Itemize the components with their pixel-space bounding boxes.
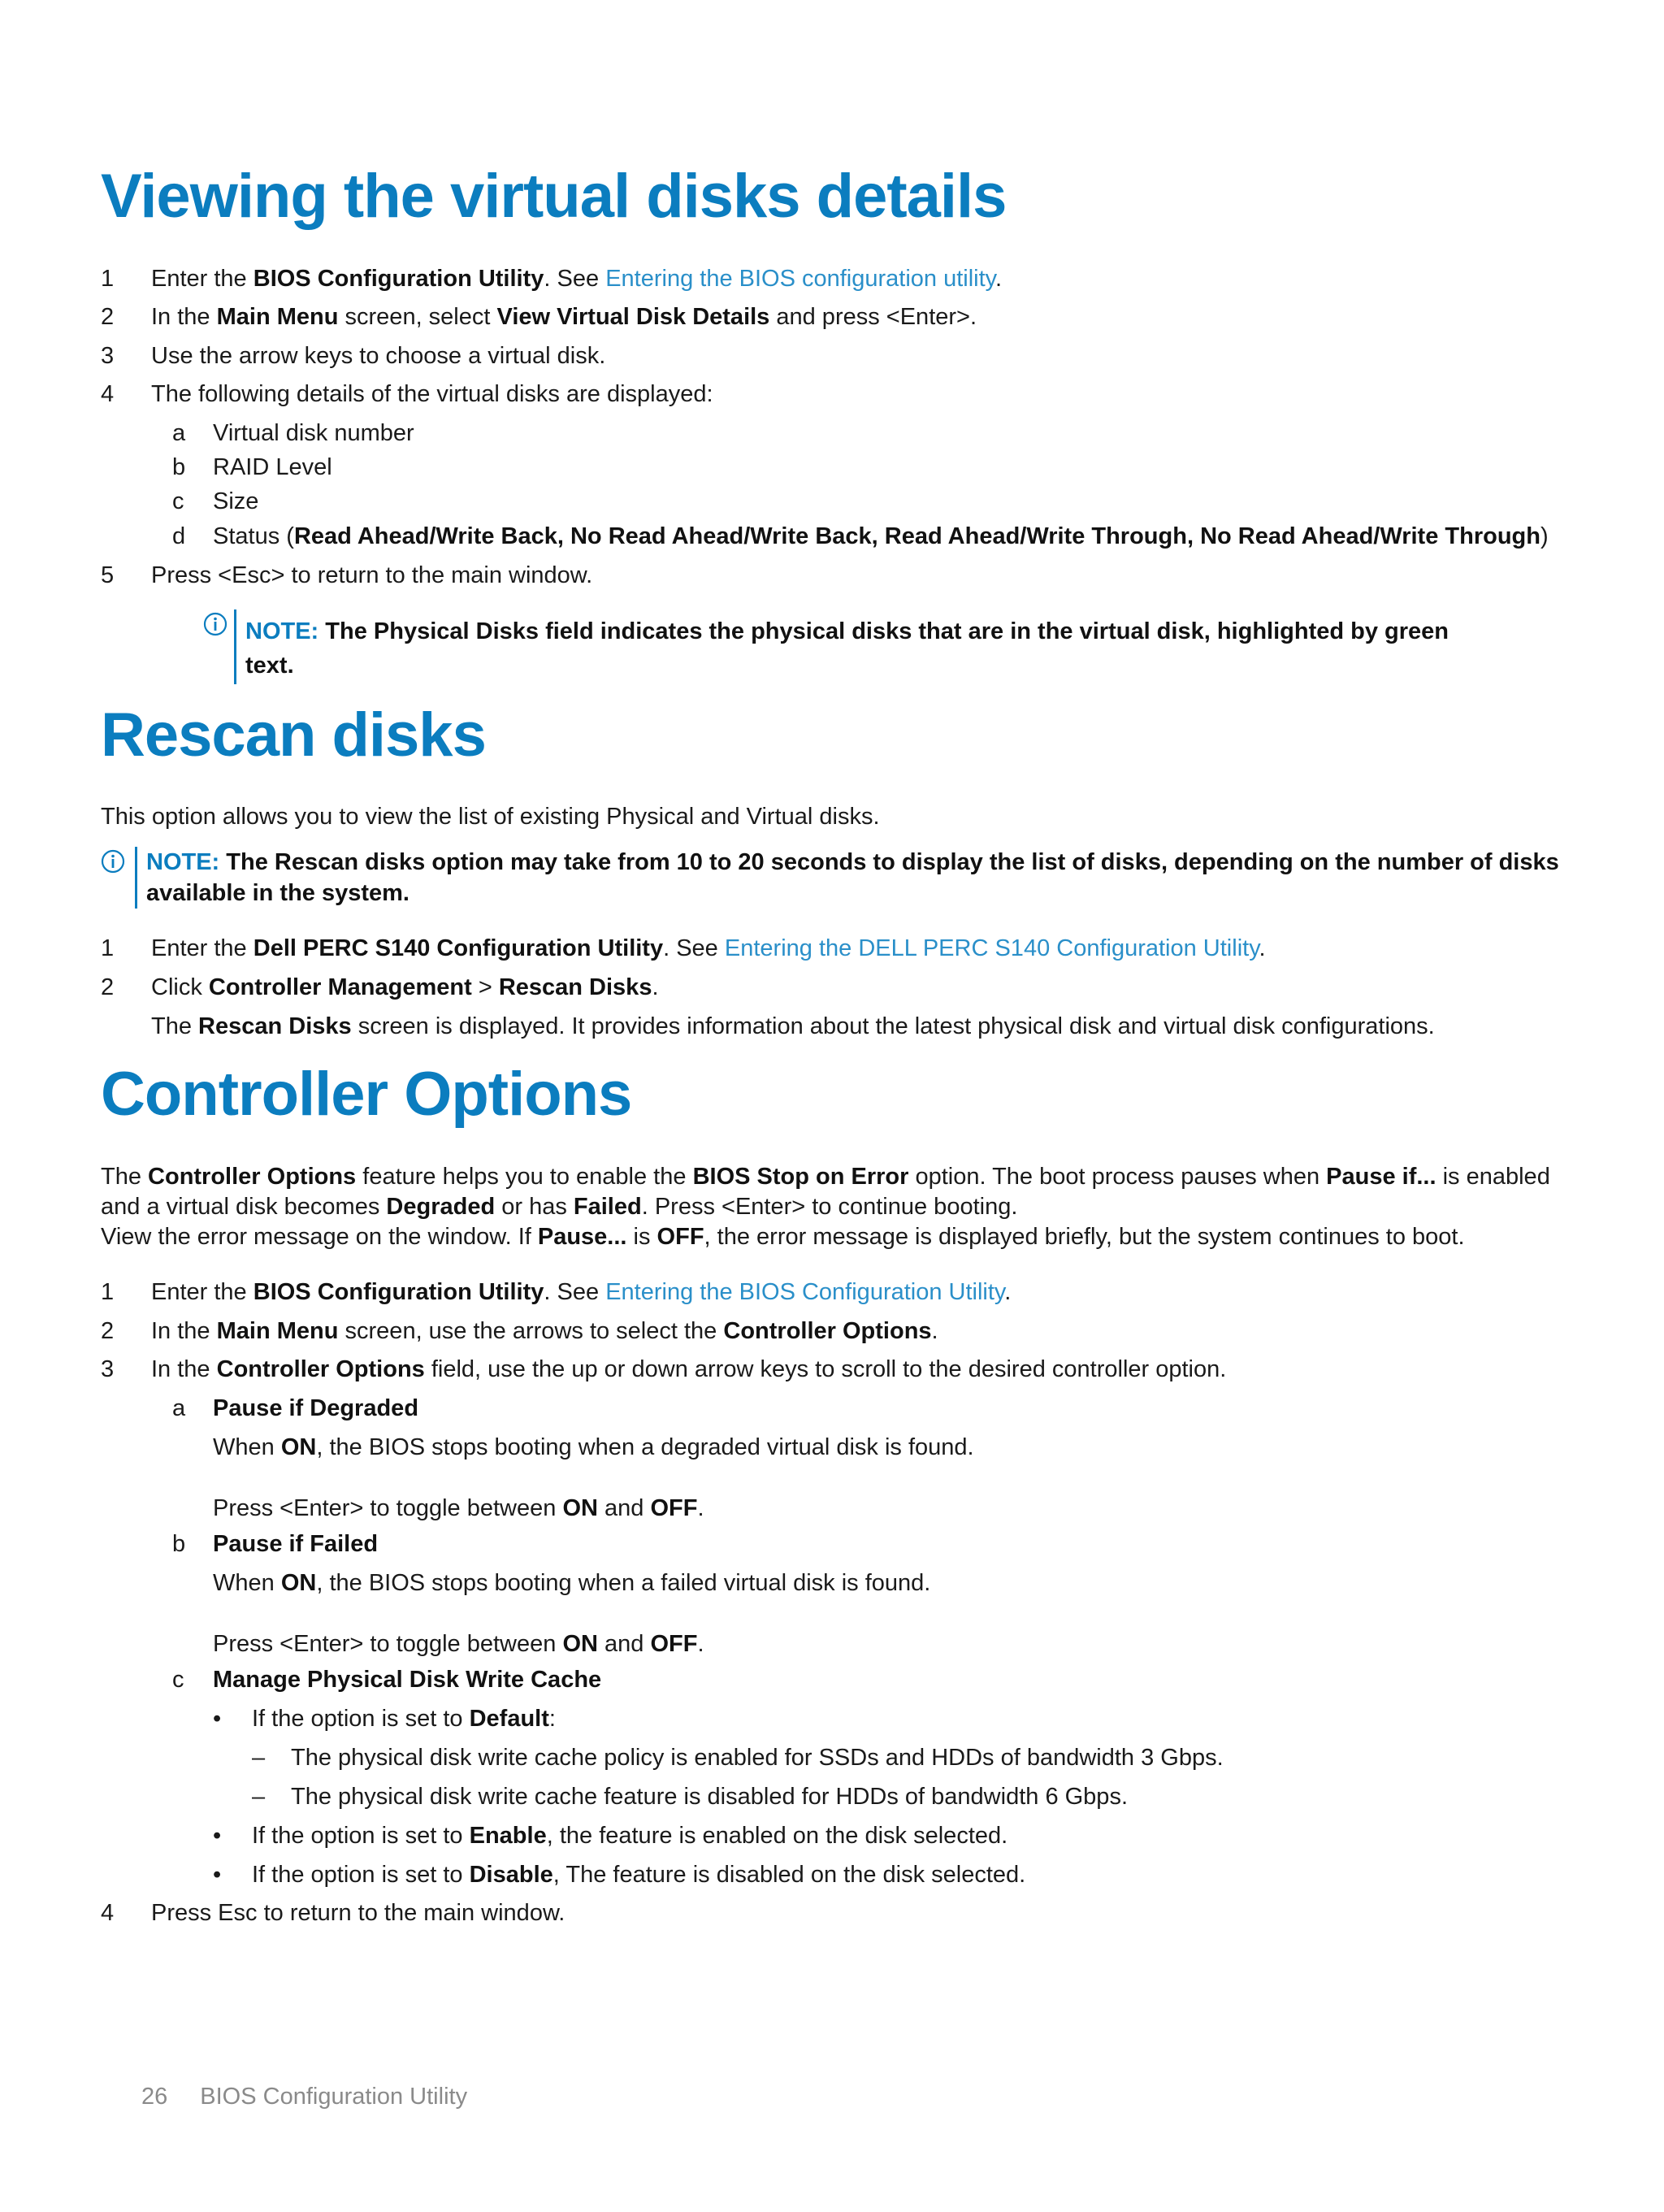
note-text: text. (245, 653, 294, 679)
step-result-text: The Rescan Disks screen is displayed. It provides information about the latest physical disk and virtual disk configurations. (151, 1013, 1435, 1039)
note-bar (135, 847, 137, 909)
option-toggle-text: Press <Enter> to toggle between ON and OFF. (213, 1631, 704, 1657)
step-text: In the Main Menu screen, use the arrows to select the Controller Options. (151, 1318, 938, 1344)
step-text: Enter the Dell PERC S140 Configuration Utility. See Entering the DELL PERC S140 Configuration Utility. (151, 935, 1266, 961)
step-text: Enter the BIOS Configuration Utility. See Entering the BIOS Configuration Utility. (151, 1279, 1012, 1305)
option-toggle-text: Press <Enter> to toggle between ON and OFF. (213, 1495, 704, 1521)
substep-letter: a (172, 420, 186, 446)
step-number: 2 (101, 304, 115, 330)
step-number: 4 (101, 381, 115, 407)
heading-controller-options: Controller Options (101, 1060, 632, 1129)
dash-text: The physical disk write cache policy is enabled for SSDs and HDDs of bandwidth 3 Gbps. (291, 1745, 1224, 1771)
heading-viewing-virtual-disks: Viewing the virtual disks details (101, 162, 1007, 231)
step-number: 3 (101, 343, 115, 369)
info-icon (203, 612, 228, 636)
substep-letter: a (172, 1395, 186, 1421)
step-number: 3 (101, 1356, 115, 1382)
substep-text: RAID Level (213, 454, 332, 480)
dash-mark: – (252, 1784, 266, 1810)
page-footer (141, 2080, 467, 2113)
link-entering-perc-utility[interactable]: Entering the DELL PERC S140 Configuration Utility (724, 935, 1259, 961)
bullet-text: If the option is set to Disable, The feature is disabled on the disk selected. (252, 1862, 1026, 1888)
bullet-text: If the option is set to Default: (252, 1706, 556, 1732)
step-text: In the Main Menu screen, select View Virtual Disk Details and press <Enter>. (151, 304, 977, 330)
substep-text: Virtual disk number (213, 420, 414, 446)
note-text: available in the system. (146, 880, 410, 906)
step-text: Enter the BIOS Configuration Utility. See Entering the BIOS configuration utility. (151, 266, 1003, 292)
note-text: NOTE: The Physical Disks field indicates the physical disks that are in the virtual disk, highlighted by green (245, 618, 1450, 644)
step-text: Press Esc to return to the main window. (151, 1900, 566, 1926)
substep-letter: b (172, 1531, 186, 1557)
step-number: 1 (101, 935, 115, 961)
option-title: Pause if Failed (213, 1531, 379, 1557)
paragraph-line: and a virtual disk becomes Degraded or has Failed. Press <Enter> to continue booting. (101, 1194, 1018, 1220)
bullet-text: If the option is set to Enable, the feature is enabled on the disk selected. (252, 1823, 1008, 1849)
step-text: In the Controller Options field, use the up or down arrow keys to scroll to the desired controller option. (151, 1356, 1227, 1382)
step-number: 5 (101, 562, 115, 588)
note-text: NOTE: The Rescan disks option may take from 10 to 20 seconds to display the list of disks, depending on the number of disks (146, 849, 1559, 875)
intro-text: This option allows you to view the list of existing Physical and Virtual disks. (101, 804, 880, 830)
step-text: Press <Esc> to return to the main window. (151, 562, 593, 588)
footer-title: BIOS Configuration Utility (200, 2084, 468, 2110)
bullet-mark: • (213, 1862, 222, 1888)
dash-mark: – (252, 1745, 266, 1771)
link-entering-bios-utility[interactable]: Entering the BIOS Configuration Utility (605, 1279, 1005, 1305)
substep-letter: d (172, 523, 186, 549)
substep-text: Status (Read Ahead/Write Back, No Read Ahead/Write Back, Read Ahead/Write Through, No Read Ahead/Write Through) (213, 523, 1549, 549)
substep-letter: c (172, 488, 184, 514)
step-number: 1 (101, 266, 115, 292)
heading-rescan-disks: Rescan disks (101, 700, 486, 770)
link-entering-bios-utility[interactable]: Entering the BIOS configuration utility (605, 266, 996, 292)
option-title: Pause if Degraded (213, 1395, 419, 1421)
step-text: The following details of the virtual disks are displayed: (151, 381, 713, 407)
paragraph-line: View the error message on the window. If Pause... is OFF, the error message is displayed briefly, but the system continues to boot. (101, 1224, 1465, 1250)
dash-text: The physical disk write cache feature is disabled for HDDs of bandwidth 6 Gbps. (291, 1784, 1128, 1810)
substep-letter: c (172, 1667, 184, 1693)
paragraph-line: The Controller Options feature helps you to enable the BIOS Stop on Error option. The boot process pauses when Pause if... is enabled (101, 1164, 1550, 1190)
note-bar (234, 609, 236, 684)
substep-text: Size (213, 488, 259, 514)
info-icon (101, 849, 125, 874)
step-number: 2 (101, 974, 115, 1000)
step-text: Use the arrow keys to choose a virtual disk. (151, 343, 606, 369)
step-number: 1 (101, 1279, 115, 1305)
step-text: Click Controller Management > Rescan Disks. (151, 974, 659, 1000)
page-number: 26 (141, 2084, 168, 2110)
step-number: 2 (101, 1318, 115, 1344)
option-title: Manage Physical Disk Write Cache (213, 1667, 602, 1693)
bullet-mark: • (213, 1706, 222, 1732)
bullet-mark: • (213, 1823, 222, 1849)
substep-letter: b (172, 454, 186, 480)
step-number: 4 (101, 1900, 115, 1926)
option-description: When ON, the BIOS stops booting when a failed virtual disk is found. (213, 1570, 931, 1596)
option-description: When ON, the BIOS stops booting when a degraded virtual disk is found. (213, 1434, 974, 1460)
